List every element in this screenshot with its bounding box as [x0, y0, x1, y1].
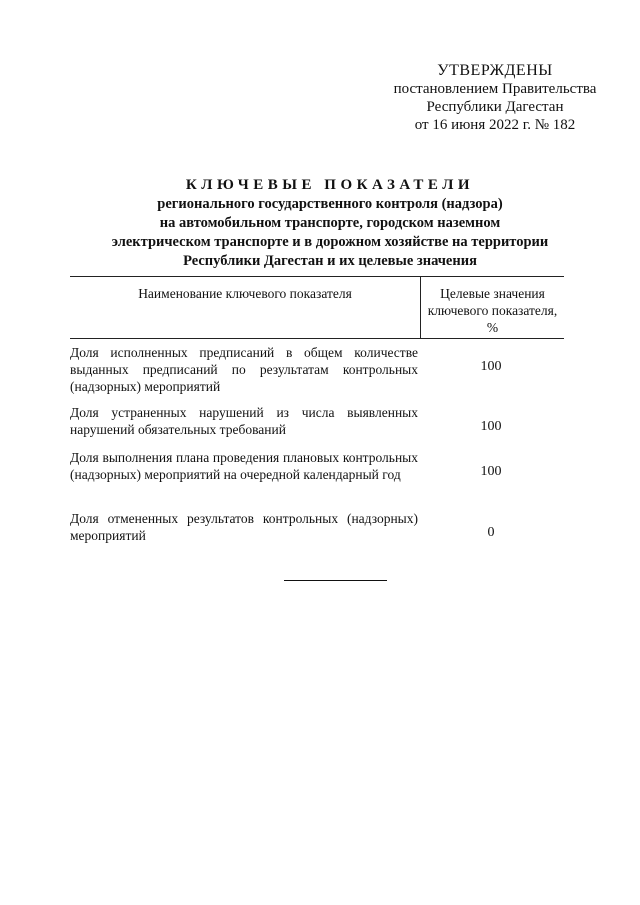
- title-line-2: регионального государственного контроля (надзора): [157, 196, 503, 212]
- title-main: КЛЮЧЕВЫЕ ПОКАЗАТЕЛИ: [185, 177, 475, 193]
- table-header: [70, 277, 564, 339]
- approval-authority: Республики Дагестан: [426, 99, 564, 115]
- row-name: Доля отмененных результатов контрольных (надзорных) мероприятий: [70, 511, 418, 543]
- row-value: 100: [480, 359, 502, 374]
- approval-block: [380, 62, 610, 134]
- title-line-3: на автомобильном транспорте, городском наземном: [159, 215, 501, 231]
- closing-rule: [284, 580, 387, 581]
- table-row: [70, 505, 564, 549]
- indicators-table: [70, 276, 564, 549]
- title-line-5: Республики Дагестан и их целевые значения: [183, 253, 477, 269]
- header-value: Целевые значения ключевого показателя, %: [420, 277, 564, 338]
- header-name: Наименование ключевого показателя: [138, 286, 352, 301]
- table-row: [70, 444, 564, 505]
- table-row: [70, 339, 564, 399]
- title-line-4: электрическом транспорте и в дорожном хозяйстве на территории: [111, 234, 549, 250]
- row-value: 100: [480, 419, 502, 434]
- row-value: 0: [487, 525, 495, 540]
- document-title: [80, 176, 580, 271]
- row-name: Доля исполненных предписаний в общем количестве выданных предписаний по результатам контрольных (надзорных) мероприятий: [70, 345, 418, 394]
- row-name: Доля выполнения плана проведения плановых контрольных (надзорных) мероприятий на очередной календарный год: [70, 450, 418, 482]
- approval-date: от 16 июня 2022 г. № 182: [414, 117, 576, 133]
- approval-resolution: постановлением Правительства: [393, 81, 597, 97]
- row-name: Доля устраненных нарушений из числа выявленных нарушений обязательных требований: [70, 405, 418, 437]
- row-value: 100: [480, 464, 502, 479]
- table-row: [70, 399, 564, 444]
- approval-heading: УТВЕРЖДЕНЫ: [437, 62, 553, 79]
